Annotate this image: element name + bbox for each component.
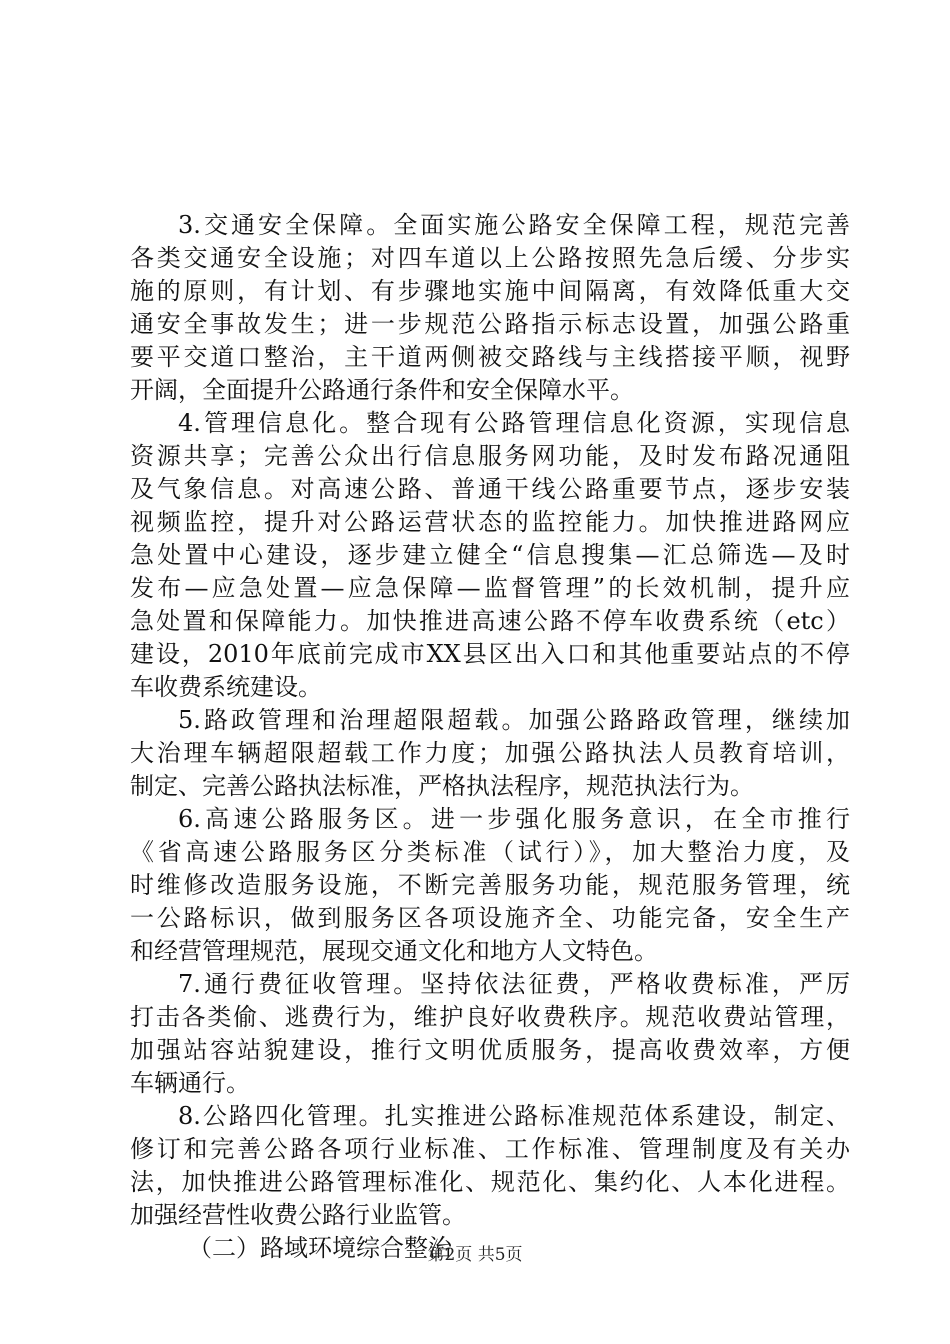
text-line: 急处置中心建设，逐步建立健全“信息搜集—汇总筛选—及时 <box>130 541 850 569</box>
text-line: 6.高速公路服务区。进一步强化服务意识，在全市推行 <box>178 805 850 833</box>
section-heading: （二）路域环境综合整治 <box>188 1234 452 1262</box>
text-line: 急处置和保障能力。加快推进高速公路不停车收费系统（etc） <box>130 607 850 635</box>
text-line: 4.管理信息化。整合现有公路管理信息化资源，实现信息 <box>178 409 850 437</box>
text-line: 《省高速公路服务区分类标准（试行）》，加大整治力度，及 <box>130 838 850 866</box>
page-footer: 第2页 共5页 <box>427 1245 523 1265</box>
text-line: 各类交通安全设施；对四车道以上公路按照先急后缓、分步实 <box>130 244 850 272</box>
text-line: 要平交道口整治，主干道两侧被交路线与主线搭接平顺，视野 <box>130 343 850 371</box>
text-line: 发布—应急处置—应急保障—监督管理”的长效机制，提升应 <box>130 574 850 602</box>
text-line: 打击各类偷、逃费行为，维护良好收费秩序。规范收费站管理， <box>130 1003 850 1031</box>
text-line: 制定、完善公路执法标准，严格执法程序，规范执法行为。 <box>130 772 754 800</box>
text-line: 施的原则，有计划、有步骤地实施中间隔离，有效降低重大交 <box>130 277 850 305</box>
document-body <box>130 209 850 1265</box>
text-line: 7.通行费征收管理。坚持依法征费，严格收费标准，严厉 <box>178 970 850 998</box>
text-line: 加强经营性收费公路行业监管。 <box>130 1201 466 1229</box>
text-line: 通安全事故发生；进一步规范公路指示标志设置，加强公路重 <box>130 310 850 338</box>
text-line: 资源共享；完善公众出行信息服务网功能，及时发布路况通阻 <box>130 442 850 470</box>
text-line: 和经营管理规范，展现交通文化和地方人文特色。 <box>130 937 658 965</box>
text-line: 8.公路四化管理。扎实推进公路标准规范体系建设，制定、 <box>178 1102 850 1130</box>
text-line: 5.路政管理和治理超限超载。加强公路路政管理，继续加 <box>178 706 850 734</box>
text-line: 及气象信息。对高速公路、普通干线公路重要节点，逐步安装 <box>130 475 850 503</box>
text-line: 建设，2010年底前完成市XX县区出入口和其他重要站点的不停 <box>130 640 850 668</box>
text-line: 大治理车辆超限超载工作力度；加强公路执法人员教育培训， <box>130 739 850 767</box>
text-line: 时维修改造服务设施，不断完善服务功能，规范服务管理，统 <box>130 871 850 899</box>
text-line: 修订和完善公路各项行业标准、工作标准、管理制度及有关办 <box>130 1135 850 1163</box>
text-line: 车辆通行。 <box>130 1069 250 1097</box>
text-line: 车收费系统建设。 <box>130 673 322 701</box>
text-line: 视频监控，提升对公路运营状态的监控能力。加快推进路网应 <box>130 508 850 536</box>
text-line: 加强站容站貌建设，推行文明优质服务，提高收费效率，方便 <box>130 1036 850 1064</box>
text-line: 开阔，全面提升公路通行条件和安全保障水平。 <box>130 376 634 404</box>
text-line: 3.交通安全保障。全面实施公路安全保障工程，规范完善 <box>178 211 850 239</box>
text-line: 一公路标识，做到服务区各项设施齐全、功能完备，安全生产 <box>130 904 850 932</box>
text-line: 法，加快推进公路管理标准化、规范化、集约化、人本化进程。 <box>130 1168 850 1196</box>
